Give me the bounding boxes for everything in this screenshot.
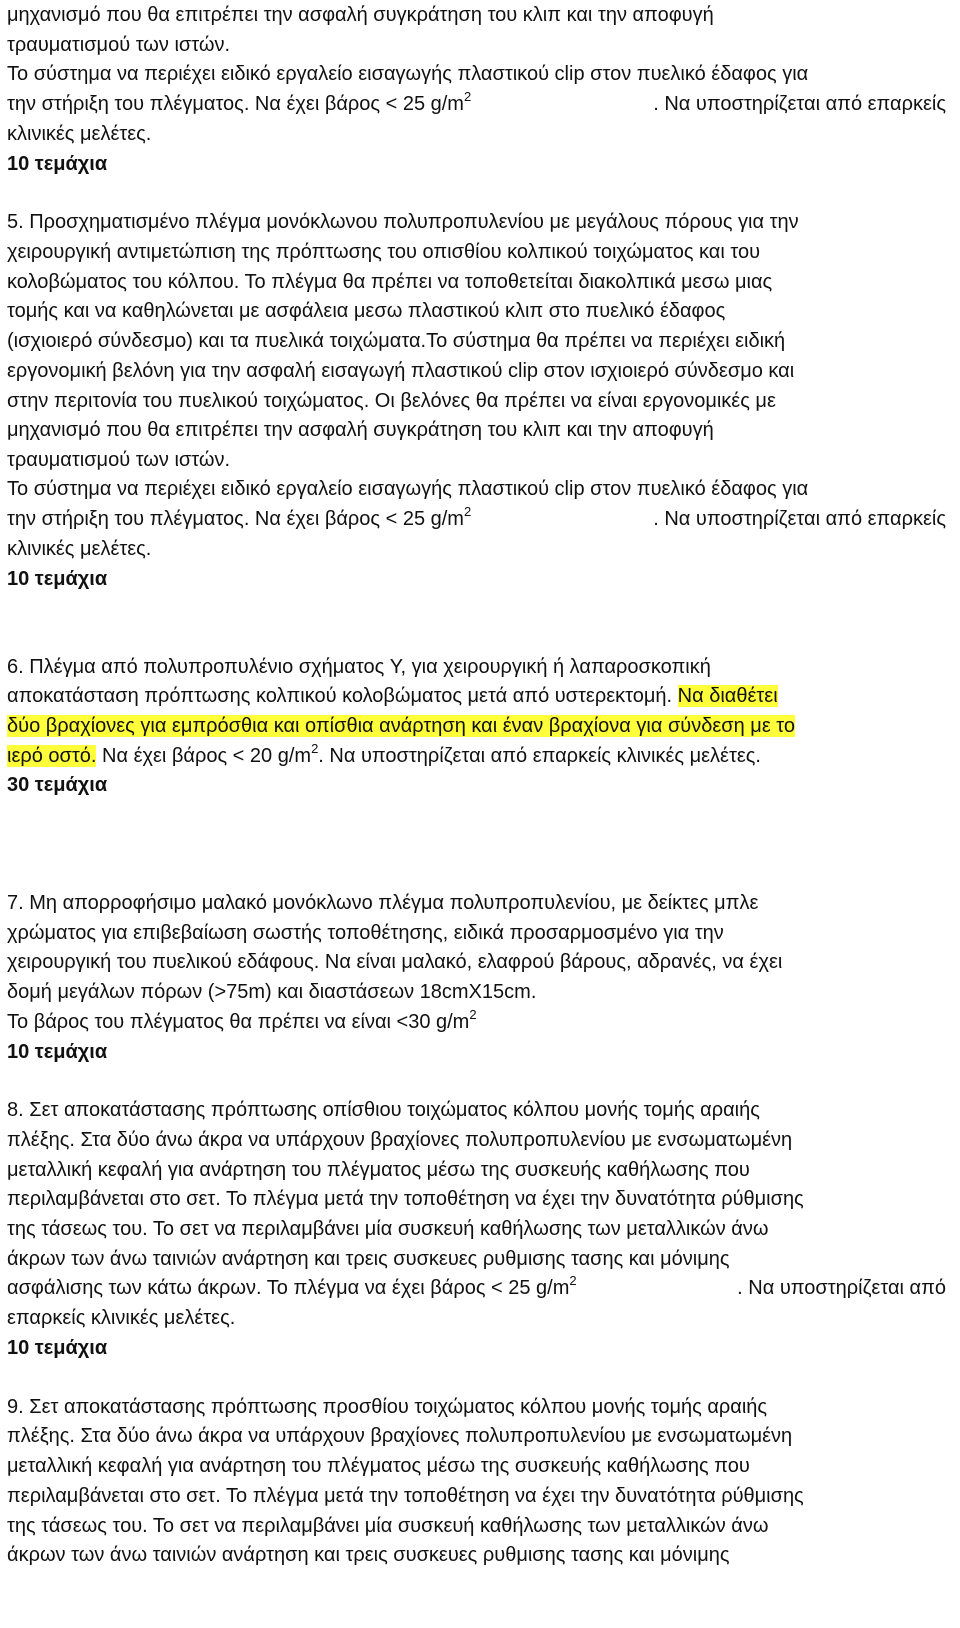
text-line: τραυματισμού των ιστών. bbox=[7, 449, 231, 471]
text-line: κλινικές μελέτες. bbox=[7, 123, 152, 145]
text-segment: . Να υποστηρίζεται από επαρκείς κλινικές μελέτες. bbox=[318, 745, 761, 767]
text-line: μηχανισμό που θα επιτρέπει την ασφαλή συγκράτηση του κλιπ και την αποφυγή bbox=[7, 4, 714, 26]
text-line: περιλαμβάνεται στο σετ. Το πλέγμα μετά την τοποθέτηση να έχει την δυνατότητα ρύθμισης bbox=[7, 1485, 804, 1507]
text-line: της τάσεως του. Το σετ να περιλαμβάνει μία συσκευή καθήλωσης των μεταλλικών άνω bbox=[7, 1515, 769, 1537]
text-line: στην περιτονία του πυελικού τοιχώματος. Οι βελόνες θα πρέπει να είναι εργονομικές με bbox=[7, 390, 776, 412]
text-line bbox=[7, 504, 946, 534]
superscript: 2 bbox=[569, 1273, 577, 1288]
text-line: χειρουργική του πυελικού εδάφους. Να είναι μαλακό, ελαφρού βάρους, αδρανές, να έχει bbox=[7, 951, 783, 973]
text-segment: αποκατάσταση πρόπτωσης κολπικού κολοβώματος μετά από υστερεκτομή. bbox=[7, 685, 678, 707]
text-line: μηχανισμό που θα επιτρέπει την ασφαλή συγκράτηση του κλιπ και την αποφυγή bbox=[7, 419, 714, 441]
highlighted-text: ιερό οστό. bbox=[7, 745, 97, 767]
text-line: κολοβώματος του κόλπου. Το πλέγμα θα πρέπει να τοποθετείται διακολπικά μεσω μιας bbox=[7, 271, 773, 293]
text-line: άκρων των άνω ταινιών ανάρτηση και τρεις συσκευες ρυθμισης τασης και μόνιμης bbox=[7, 1544, 730, 1566]
text-line: κλινικές μελέτες. bbox=[7, 538, 152, 560]
text-line: 8. Σετ αποκατάστασης πρόπτωσης οπίσθιου τοιχώματος κόλπου μονής τομής αραιής bbox=[7, 1099, 760, 1121]
superscript: 2 bbox=[469, 1007, 477, 1022]
text-line: 7. Μη απορροφήσιμο μαλακό μονόκλωνο πλέγμα πολυπροπυλενίου, με δείκτες μπλε bbox=[7, 892, 759, 914]
text-segment: . Να υποστηρίζεται από επαρκείς bbox=[653, 93, 946, 115]
text-line bbox=[7, 681, 946, 711]
text-line: Το σύστημα να περιέχει ειδικό εργαλείο εισαγωγής πλαστικού clip στον πυελικό έδαφος για bbox=[7, 63, 809, 85]
text-line: δομή μεγάλων πόρων (>75m) και διαστάσεων 18cmX15cm. bbox=[7, 981, 537, 1003]
text-line: εργονομική βελόνη για την ασφαλή εισαγωγή πλαστικού clip στον ισχιοιερό σύνδεσμο και bbox=[7, 360, 795, 382]
superscript: 2 bbox=[463, 89, 472, 104]
text-line bbox=[7, 711, 946, 741]
text-line: χρώματος για επιβεβαίωση σωστής τοποθέτησης, ειδικά προσαρμοσμένο για την bbox=[7, 922, 724, 944]
text-segment: . Να υποστηρίζεται από bbox=[737, 1277, 946, 1299]
text-line bbox=[7, 1007, 946, 1037]
text-line bbox=[7, 89, 946, 119]
text-segment: Το βάρος του πλέγματος θα πρέπει να είναι <30 g/m bbox=[7, 1011, 470, 1033]
text-line: μεταλλική κεφαλή για ανάρτηση του πλέγματος μέσω της συσκευής καθήλωσης που bbox=[7, 1455, 750, 1477]
text-segment: την στήριξη του πλέγματος. Να έχει βάρος < 25 $g/m^2$ bbox=[7, 89, 472, 115]
text-segment: την στήριξη του πλέγματος. Να έχει βάρος < 25 $g/m^2$ bbox=[7, 504, 472, 530]
superscript: 2 bbox=[311, 741, 319, 756]
text-line: χειρουργική αντιμετώπιση της πρόπτωσης του οπισθίου κολπικού τοιχώματος και του bbox=[7, 241, 761, 263]
superscript: 2 bbox=[463, 504, 472, 519]
text-segment: . Να υποστηρίζεται από επαρκείς bbox=[653, 508, 946, 530]
text-line: επαρκείς κλινικές μελέτες. bbox=[7, 1307, 236, 1329]
text-line: πλέξης. Στα δύο άνω άκρα να υπάρχουν βραχίονες πολυπροπυλενίου με ενσωματωμένη bbox=[7, 1129, 793, 1151]
text-line: άκρων των άνω ταινιών ανάρτηση και τρεις συσκευες ρυθμισης τασης και μόνιμης bbox=[7, 1248, 730, 1270]
quantity-label: 30 τεμάχια bbox=[7, 774, 108, 796]
text-line: τραυματισμού των ιστών. bbox=[7, 34, 231, 56]
text-line: (ισχιοιερό σύνδεσμο) και τα πυελικά τοιχώματα.Το σύστημα θα πρέπει να περιέχει ειδική bbox=[7, 330, 786, 352]
text-line: πλέξης. Στα δύο άνω άκρα να υπάρχουν βραχίονες πολυπροπυλενίου με ενσωματωμένη bbox=[7, 1425, 793, 1447]
text-line bbox=[7, 1273, 946, 1303]
text-line: 5. Προσχηματισμένο πλέγμα μονόκλωνου πολυπροπυλενίου με μεγάλους πόρους για την bbox=[7, 211, 799, 233]
quantity-label: 10 τεμάχια bbox=[7, 568, 108, 590]
text-segment: ασφάλισης των κάτω άκρων. Το πλέγμα να έχει βάρος < 25 $g/m^2$ bbox=[7, 1273, 577, 1299]
text-line: Το σύστημα να περιέχει ειδικό εργαλείο εισαγωγής πλαστικού clip στον πυελικό έδαφος για bbox=[7, 478, 809, 500]
text-segment: Να έχει βάρος < 20 g/m bbox=[96, 745, 312, 767]
text-line: 9. Σετ αποκατάστασης πρόπτωσης προσθίου τοιχώματος κόλπου μονής τομής αραιής bbox=[7, 1396, 768, 1418]
quantity-label: 10 τεμάχια bbox=[7, 1337, 108, 1359]
text-line bbox=[7, 741, 946, 771]
text-line: μεταλλική κεφαλή για ανάρτηση του πλέγματος μέσω της συσκευής καθήλωσης που bbox=[7, 1159, 750, 1181]
text-line: 6. Πλέγμα από πολυπροπυλένιο σχήματος Y, για χειρουργική ή λαπαροσκοπική bbox=[7, 656, 711, 678]
highlighted-text: δύο βραχίονες για εμπρόσθια και οπίσθια ανάρτηση και έναν βραχίονα για σύνδεση με το bbox=[7, 715, 796, 737]
quantity-label: 10 τεμάχια bbox=[7, 1041, 108, 1063]
text-line: περιλαμβάνεται στο σετ. Το πλέγμα μετά την τοποθέτηση να έχει την δυνατότητα ρύθμισης bbox=[7, 1188, 804, 1210]
quantity-label: 10 τεμάχια bbox=[7, 153, 108, 175]
text-line: της τάσεως του. Το σετ να περιλαμβάνει μία συσκευή καθήλωσης των μεταλλικών άνω bbox=[7, 1218, 769, 1240]
highlighted-text: Να διαθέτει bbox=[677, 685, 778, 707]
text-line: τομής και να καθηλώνεται με ασφάλεια μεσω πλαστικού κλιπ στο πυελικό έδαφος bbox=[7, 300, 726, 322]
